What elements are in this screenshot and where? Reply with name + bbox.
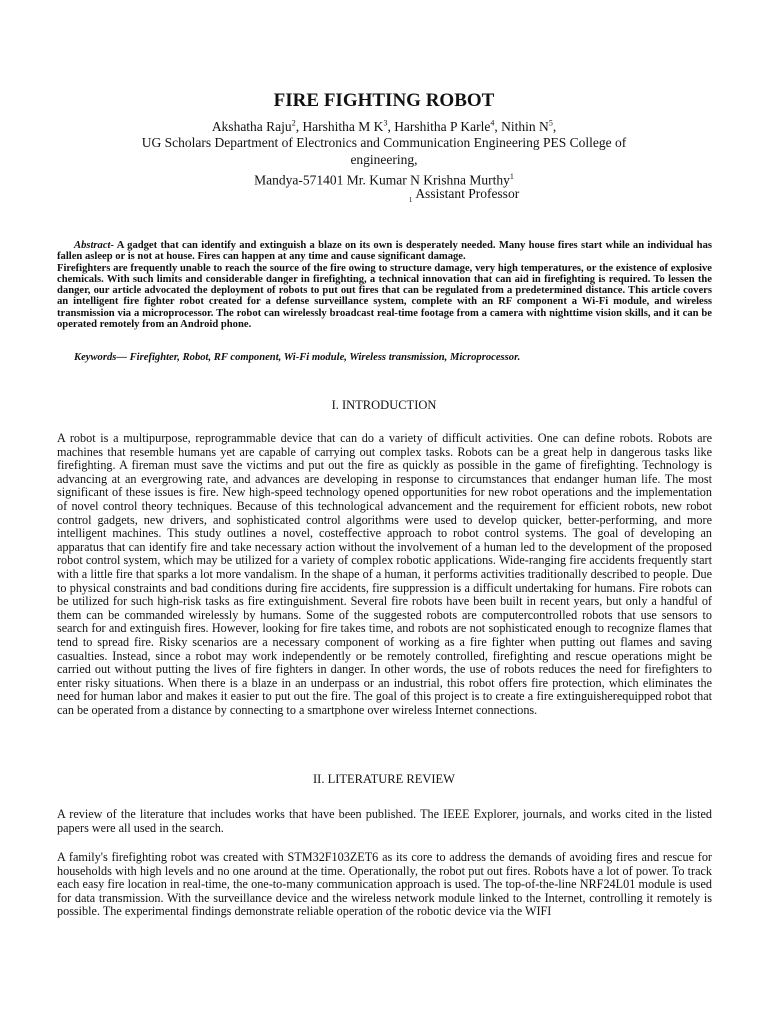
introduction-paragraph: A robot is a multipurpose, reprogrammable device that can do a variety of difficult activities. One can define robots. Robots are machines that resemble humans yet are capable of carrying out complex tasks. Robots can be a great help in dangerous tasks like firefighting. A fireman must save the victims and put out the fire as quickly as possible in the game of firefighting. Technology is advancing at an evergrowing rate, and advances are developing in response to circumstances that endanger human life. The most significant of these issues is fire. New high-speed technology opened opportunities for new robot operations and the implementation of novel control theory techniques. Because of this technological advancement and the requirement for efficient robots, new robot control gadgets, new drivers, and sophisticated control algorithms were used to develop quicker, better-performing, and more intelligent machines. This study outlines a novel, costeffective approach to robot control systems. The goal of developing an apparatus that can identify fire and take necessary action without the involvement of a human led to the development of the proposed robot control system, which may be utilized for a variety of complex robotic applications. Wide-ranging fire accidents frequently start with a little fire that sparks a lot more vandalism. In the shape of a human, it performs activities traditionally described to people. Due to physical constraints and bad conditions during fire accidents, fire suppression is a difficult undertaking for humans. Fire robots can be utilized for such high-risk tasks as fire extinguishment. Several fire robots have been built in recent years, but only a handful of them can be commanded wirelessly by humans. Some of the suggested robots are computercontrolled robots that use sensors to search for and extinguish fires. However, looking for fire takes time, and robots are not sophisticated enough to recognize flames that tend to spread fire. Risky scenarios are a necessary component of working as a fire fighter when putting out flames and saving casualties. Instead, since a robot may work independently or be remotely controlled, firefighting and rescue operations might be carried out without putting the lives of fire fighters in danger. In other words, the use of robots reduces the need for firefighters to enter risky situations. When there is a blaze in an underpass or an industrial, this robot offers fire protection, which eliminates the need for human labor and makes it easier to put out the fire. The goal of this project is to create a fire extinguisherequipped robot that can be operated from a distance by connecting to a smartphone over wireless Internet connections. [57, 431, 712, 717]
paper-title: FIRE FIGHTING ROBOT [273, 90, 495, 111]
abstract [57, 240, 712, 330]
section-heading-introduction: I. INTRODUCTION [331, 398, 437, 412]
author-4: Nithin $N^5$, [501, 118, 557, 134]
keywords: Keywords— Firefighter, Robot, RF component, Wi-Fi module, Wireless transmission, Microprocessor. [74, 352, 521, 363]
author-3: Harshitha P Karle$^4$, [394, 118, 502, 134]
location-line: Mandya-571401 Mr. Kumar N Krishna Murthy$^1$ [254, 172, 514, 188]
abstract-label: Abstract- [74, 240, 115, 251]
affiliation: UG Scholars Department of Electronics and Communication Engineering PES College of engineering, [141, 135, 627, 167]
author-list [0, 114, 768, 135]
section-heading-literature-review: II. LITERATURE REVIEW [313, 772, 455, 786]
literature-paragraph-1: A review of the literature that includes works that have been published. The IEEE Explorer, journals, and works cited in the listed papers were all used in the search. [57, 807, 712, 835]
author-2: Harshitha M $K^3$, [302, 118, 395, 134]
author-1: Akshatha Raju$^2$, [211, 118, 303, 134]
abstract-body: Firefighters are frequently unable to reach the source of the fire owing to structure damage, very high temperatures, or the existence of explosive chemicals. With such limits and considerable danger in firefighting, a technical innovation that can aid in firefighting is required. To lessen the danger, our article advocated the deployment of robots to put out fires that can be regulated from a predetermined distance. This article covers an intelligent fire fighter robot created for a defense surveillance system, complete with an RF component a Wi-Fi module, and wireless transmission via a microprocessor. The robot can wirelessly broadcast real-time footage from a camera with nighttime vision skills, and it can be operated remotely from an Android phone. [57, 262, 712, 331]
abstract-lead: Abstract- A gadget that can identify and extinguish a blaze on its own is desperately needed. Many house fires start while an individual has fallen asleep or is not at house. Fires can happen at any time and cause significant damage. [57, 240, 712, 263]
advisor-role: $_1$ Assistant Professor [408, 186, 520, 204]
literature-paragraph-2: A family's firefighting robot was created with STM32F103ZET6 as its core to address the demands of avoiding fires and rescue for households with high levels and no one around at the time. Operationally, the robot put out fires. Robots have a lot of power. To track each easy fire location in real-time, the one-to-many communication approach is used. The top-of-the-line NRF24L01 module is used for data transmission. With the surveillance device and the wireless network module linked to the Internet, controlling it remotely is possible. The experimental findings demonstrate reliable operation of the robotic device via the WIFI [57, 850, 712, 919]
